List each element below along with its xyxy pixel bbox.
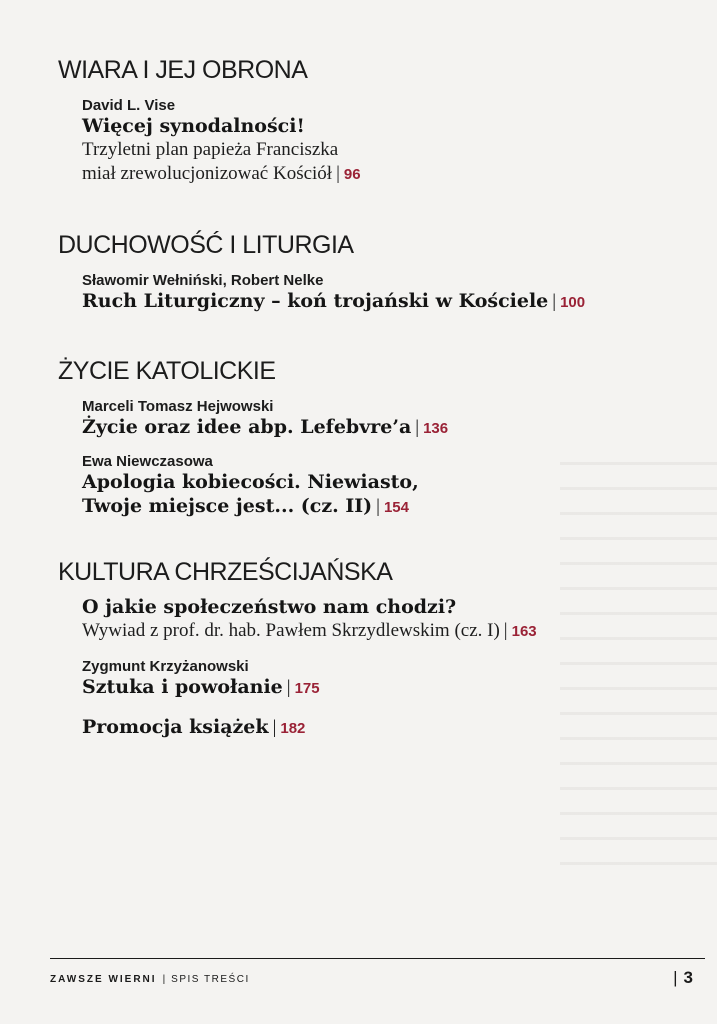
entry-author: David L. Vise <box>82 97 176 114</box>
separator: | <box>286 677 291 698</box>
toc-entry-synodalnosc[interactable] <box>82 97 678 187</box>
page-number <box>673 968 693 988</box>
entry-author: Zygmunt Krzyżanowski <box>82 658 249 675</box>
entry-page-number: 163 <box>511 623 537 640</box>
toc-entry-sztuka[interactable] <box>82 658 678 701</box>
entry-title: Więcej synodalności! <box>82 115 305 137</box>
entry-title-line: Apologia kobiecości. Niewiasto, <box>82 471 419 493</box>
separator: | <box>376 496 380 517</box>
toc-entry-apologia[interactable] <box>82 453 678 520</box>
section-heading: WIARA I JEJ OBRONA <box>58 56 308 84</box>
section-heading: ŻYCIE KATOLICKIE <box>58 357 276 385</box>
entry-subtitle-line: Wywiad z prof. dr. hab. Pawłem Skrzydlewskim (cz. I) | 163 <box>82 620 537 641</box>
entry-page-number: 154 <box>383 499 409 516</box>
section-heading: DUCHOWOŚĆ I LITURGIA <box>58 231 354 259</box>
entry-author: Sławomir Wełniński, Robert Nelke <box>82 272 324 289</box>
section-heading: KULTURA CHRZEŚCIJAŃSKA <box>58 558 393 586</box>
entry-title: Ruch Liturgiczny – koń trojański w Kościele | 100 <box>82 290 586 312</box>
entry-author: Ewa Niewczasowa <box>82 453 213 470</box>
section-kultura <box>58 558 678 741</box>
magazine-name: ZAWSZE WIERNI <box>50 974 157 985</box>
toc-entry-lefebvre[interactable] <box>82 398 678 441</box>
toc-entry-promocja[interactable] <box>82 715 678 741</box>
entry-title: Życie oraz idee abp. Lefebvre’a | 136 <box>82 416 449 438</box>
section-duchowosc <box>58 231 678 315</box>
entry-page-number: 136 <box>423 420 449 437</box>
toc-entry-spoleczenstwo[interactable] <box>82 595 678 644</box>
table-of-contents <box>58 56 678 741</box>
separator: | <box>503 620 508 641</box>
separator: | <box>336 163 340 184</box>
separator: | <box>272 717 277 738</box>
section-zycie-katolickie <box>58 357 678 520</box>
page-number-separator: | <box>673 968 678 987</box>
entry-page-number: 100 <box>560 294 586 311</box>
section-wiara <box>58 56 678 187</box>
separator: | <box>415 417 420 438</box>
footer-section-name: SPIS TREŚCI <box>171 974 250 985</box>
entry-page-number: 96 <box>343 166 361 183</box>
entry-page-number: 182 <box>280 720 306 737</box>
entry-title: Sztuka i powołanie | 175 <box>82 676 320 698</box>
entry-title: O jakie społeczeństwo nam chodzi? <box>82 596 457 618</box>
entry-subtitle-line: miał zrewolucjonizować Kościół | 96 <box>82 163 361 184</box>
entry-author: Marceli Tomasz Hejwowski <box>82 398 274 415</box>
entry-title-line: Twoje miejsce jest... (cz. II) | 154 <box>82 495 409 517</box>
footer-separator: | <box>162 974 166 985</box>
entry-page-number: 175 <box>294 680 320 697</box>
separator: | <box>552 291 557 312</box>
entry-title: Promocja książek | 182 <box>82 716 306 738</box>
entry-subtitle-line: Trzyletni plan papieża Franciszka <box>82 139 339 160</box>
footer-rule <box>50 958 705 959</box>
page-number-value: 3 <box>683 968 693 987</box>
toc-entry-ruch-liturgiczny[interactable] <box>82 272 678 315</box>
running-footer <box>50 974 250 985</box>
